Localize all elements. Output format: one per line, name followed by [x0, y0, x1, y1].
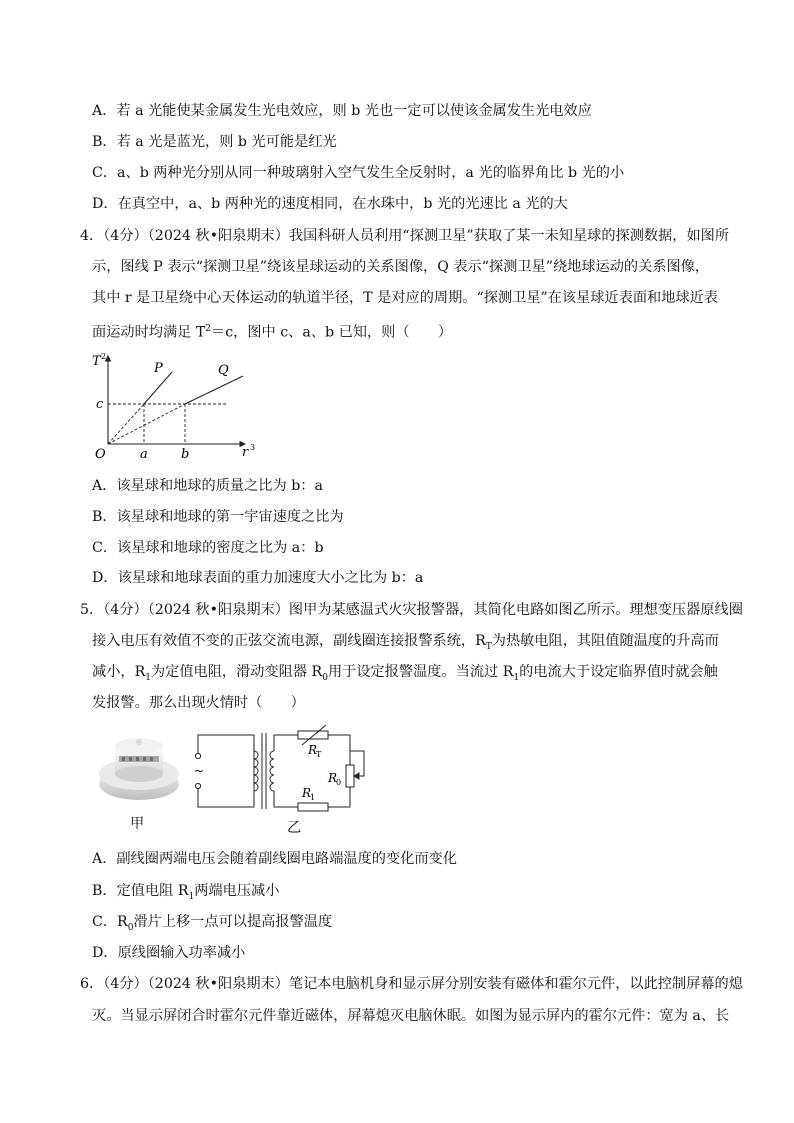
q6-stem-line-1: 6．（4分）（2024 秋•阳泉期末）笔记本电脑机身和显示屏分别安装有磁体和霍尔元件，以此控制屏幕的熄	[80, 976, 743, 992]
q5-optB-pre: B．定值电阻 R	[92, 883, 189, 899]
fig-jia-label: 甲	[130, 816, 145, 832]
label-rt-sub: T	[316, 750, 322, 759]
q5-line3-s2: 0	[322, 672, 328, 683]
q5-option-b	[92, 881, 279, 907]
a-tick-label: a	[140, 447, 148, 462]
y-axis-sup: 2	[101, 352, 107, 361]
q5-circuit-diagram	[190, 725, 370, 819]
q4-option-d: D．该星球和地球表面的重力加速度大小之比为 b：a	[92, 570, 424, 586]
q3-option-d: D．在真空中，a、b 两种光的速度相同，在水珠中，b 光的光速比 a 光的大	[92, 196, 568, 212]
q5-line3-c: 用于设定报警温度。当流过 R	[327, 664, 514, 680]
q3-option-c: C．a、b 两种光分别从同一种玻璃射入空气发生全反射时，a 光的临界角比 b 光的小	[92, 165, 625, 181]
q5-line3-d: 的电流大于设定临界值时就会触	[519, 664, 718, 680]
primary-coil	[254, 751, 258, 791]
q5-line3-a: 减小，R	[92, 664, 146, 680]
rheostat-r0	[346, 765, 354, 787]
line-q-dashed	[108, 404, 185, 444]
q5-option-c	[92, 912, 332, 938]
q5-line2-pre: 接入电压有效值不变的正弦交流电源，副线圈连接报警系统，R	[92, 633, 486, 649]
label-r1-sub: 1	[310, 793, 316, 802]
q4-line4-sup: 2	[205, 324, 212, 334]
terminal-bottom	[195, 783, 200, 788]
origin-label: O	[95, 447, 106, 462]
q5-line2-post: 为热敏电阻，其阻值随温度的升高而	[491, 633, 719, 649]
x-axis-label: r	[242, 445, 249, 460]
q4-stem-line-3: 其中 r 是卫星绕中心天体运动的轨道半径，T 是对应的周期。“探测卫星”在该星球近表面和地球近表	[92, 290, 718, 306]
y-axis-label: T	[92, 354, 101, 369]
q4-line4-post: ＝c，图中 c、a、b 已知，则（ ）	[211, 324, 453, 341]
c-tick-label: c	[96, 397, 104, 412]
fig-yi-label: 乙	[287, 820, 302, 836]
label-rt: R	[308, 743, 318, 757]
q5-line3-s3: 1	[513, 672, 520, 683]
ac-source-symbol: ~	[194, 764, 205, 778]
smoke-detector-image	[94, 728, 184, 808]
q5-stem-line-2	[92, 631, 719, 657]
resistor-r1	[298, 803, 328, 811]
secondary-wire-bottom-right	[328, 787, 350, 807]
q5-stem-line-1: 5．（4分）（2024 秋•阳泉期末）图甲为某感温式火灾报警器，其简化电路如图乙所示。理想变压器原线圈	[80, 602, 743, 618]
q6-stem-line-2: 灭。当显示屏闭合时霍尔元件靠近磁体，屏幕熄灭电脑休眠。如图为显示屏内的霍尔元件：宽为 a、长	[92, 1008, 730, 1024]
q5-optB-sub: 1	[188, 891, 195, 902]
primary-wire	[198, 735, 254, 807]
q5-line2-sub: T	[485, 641, 492, 652]
secondary-wire-top-right	[328, 735, 350, 765]
thermistor-rt	[298, 731, 328, 739]
secondary-wire-bottom	[274, 791, 298, 807]
rheostat-arrow	[354, 773, 359, 779]
q4-option-a: A．该星球和地球的质量之比为 b：a	[92, 478, 323, 494]
secondary-coil	[270, 751, 274, 791]
q5-option-a: A．副线圈两端电压会随着副线圈电路端温度的变化而变化	[92, 851, 457, 867]
x-axis-sup: 3	[250, 443, 256, 452]
q5-optB-post: 两端电压减小	[194, 883, 280, 899]
line-p-label: P	[154, 361, 163, 376]
q5-line3-s1: 1	[145, 672, 151, 683]
label-r1: R	[302, 786, 312, 800]
q3-option-a: A．若 a 光能使某金属发生光电效应，则 b 光也一定可以使该金属发生光电效应	[92, 103, 592, 119]
q5-stem-line-3	[92, 662, 718, 688]
q4-t2-r3-graph	[90, 350, 260, 462]
b-tick-label: b	[181, 447, 190, 462]
secondary-wire-top	[274, 735, 298, 751]
q5-option-d: D．原线圈输入功率减小	[92, 945, 246, 961]
q4-option-c: C．该星球和地球的密度之比为 a：b	[92, 540, 324, 556]
q4-option-b: B．该星球和地球的第一宇宙速度之比为	[92, 509, 344, 525]
line-p-dashed	[108, 404, 144, 444]
q5-optC-post: 滑片上移一点可以提高报警温度	[133, 914, 333, 930]
q3-option-b: B．若 a 光是蓝光，则 b 光可能是红光	[92, 134, 337, 150]
line-p	[144, 372, 172, 404]
line-q-label: Q	[218, 363, 229, 378]
terminal-top	[195, 753, 200, 758]
line-q	[185, 376, 243, 404]
q5-stem-line-4: 发报警。那么出现火情时（ ）	[92, 695, 305, 711]
q5-line3-b: 为定值电阻，滑动变阻器 R	[150, 664, 323, 680]
q4-stem-line-4	[92, 319, 452, 343]
q5-optC-pre: C．R	[92, 914, 128, 930]
q4-line4-pre: 面运动时均满足 T	[92, 324, 206, 341]
q5-optC-sub: 0	[127, 922, 134, 933]
q4-stem-line-2: 示，图线 P 表示“探测卫星”绕该星球运动的关系图像，Q 表示“探测卫星”绕地球运动的关系图像，	[92, 259, 710, 275]
q4-stem-line-1: 4．（4分）（2024 秋•阳泉期末）我国科研人员利用“探测卫星”获取了某一未知星球的探测数据，如图所	[80, 228, 730, 244]
label-r0: R	[328, 771, 338, 785]
label-r0-sub: 0	[336, 778, 342, 787]
